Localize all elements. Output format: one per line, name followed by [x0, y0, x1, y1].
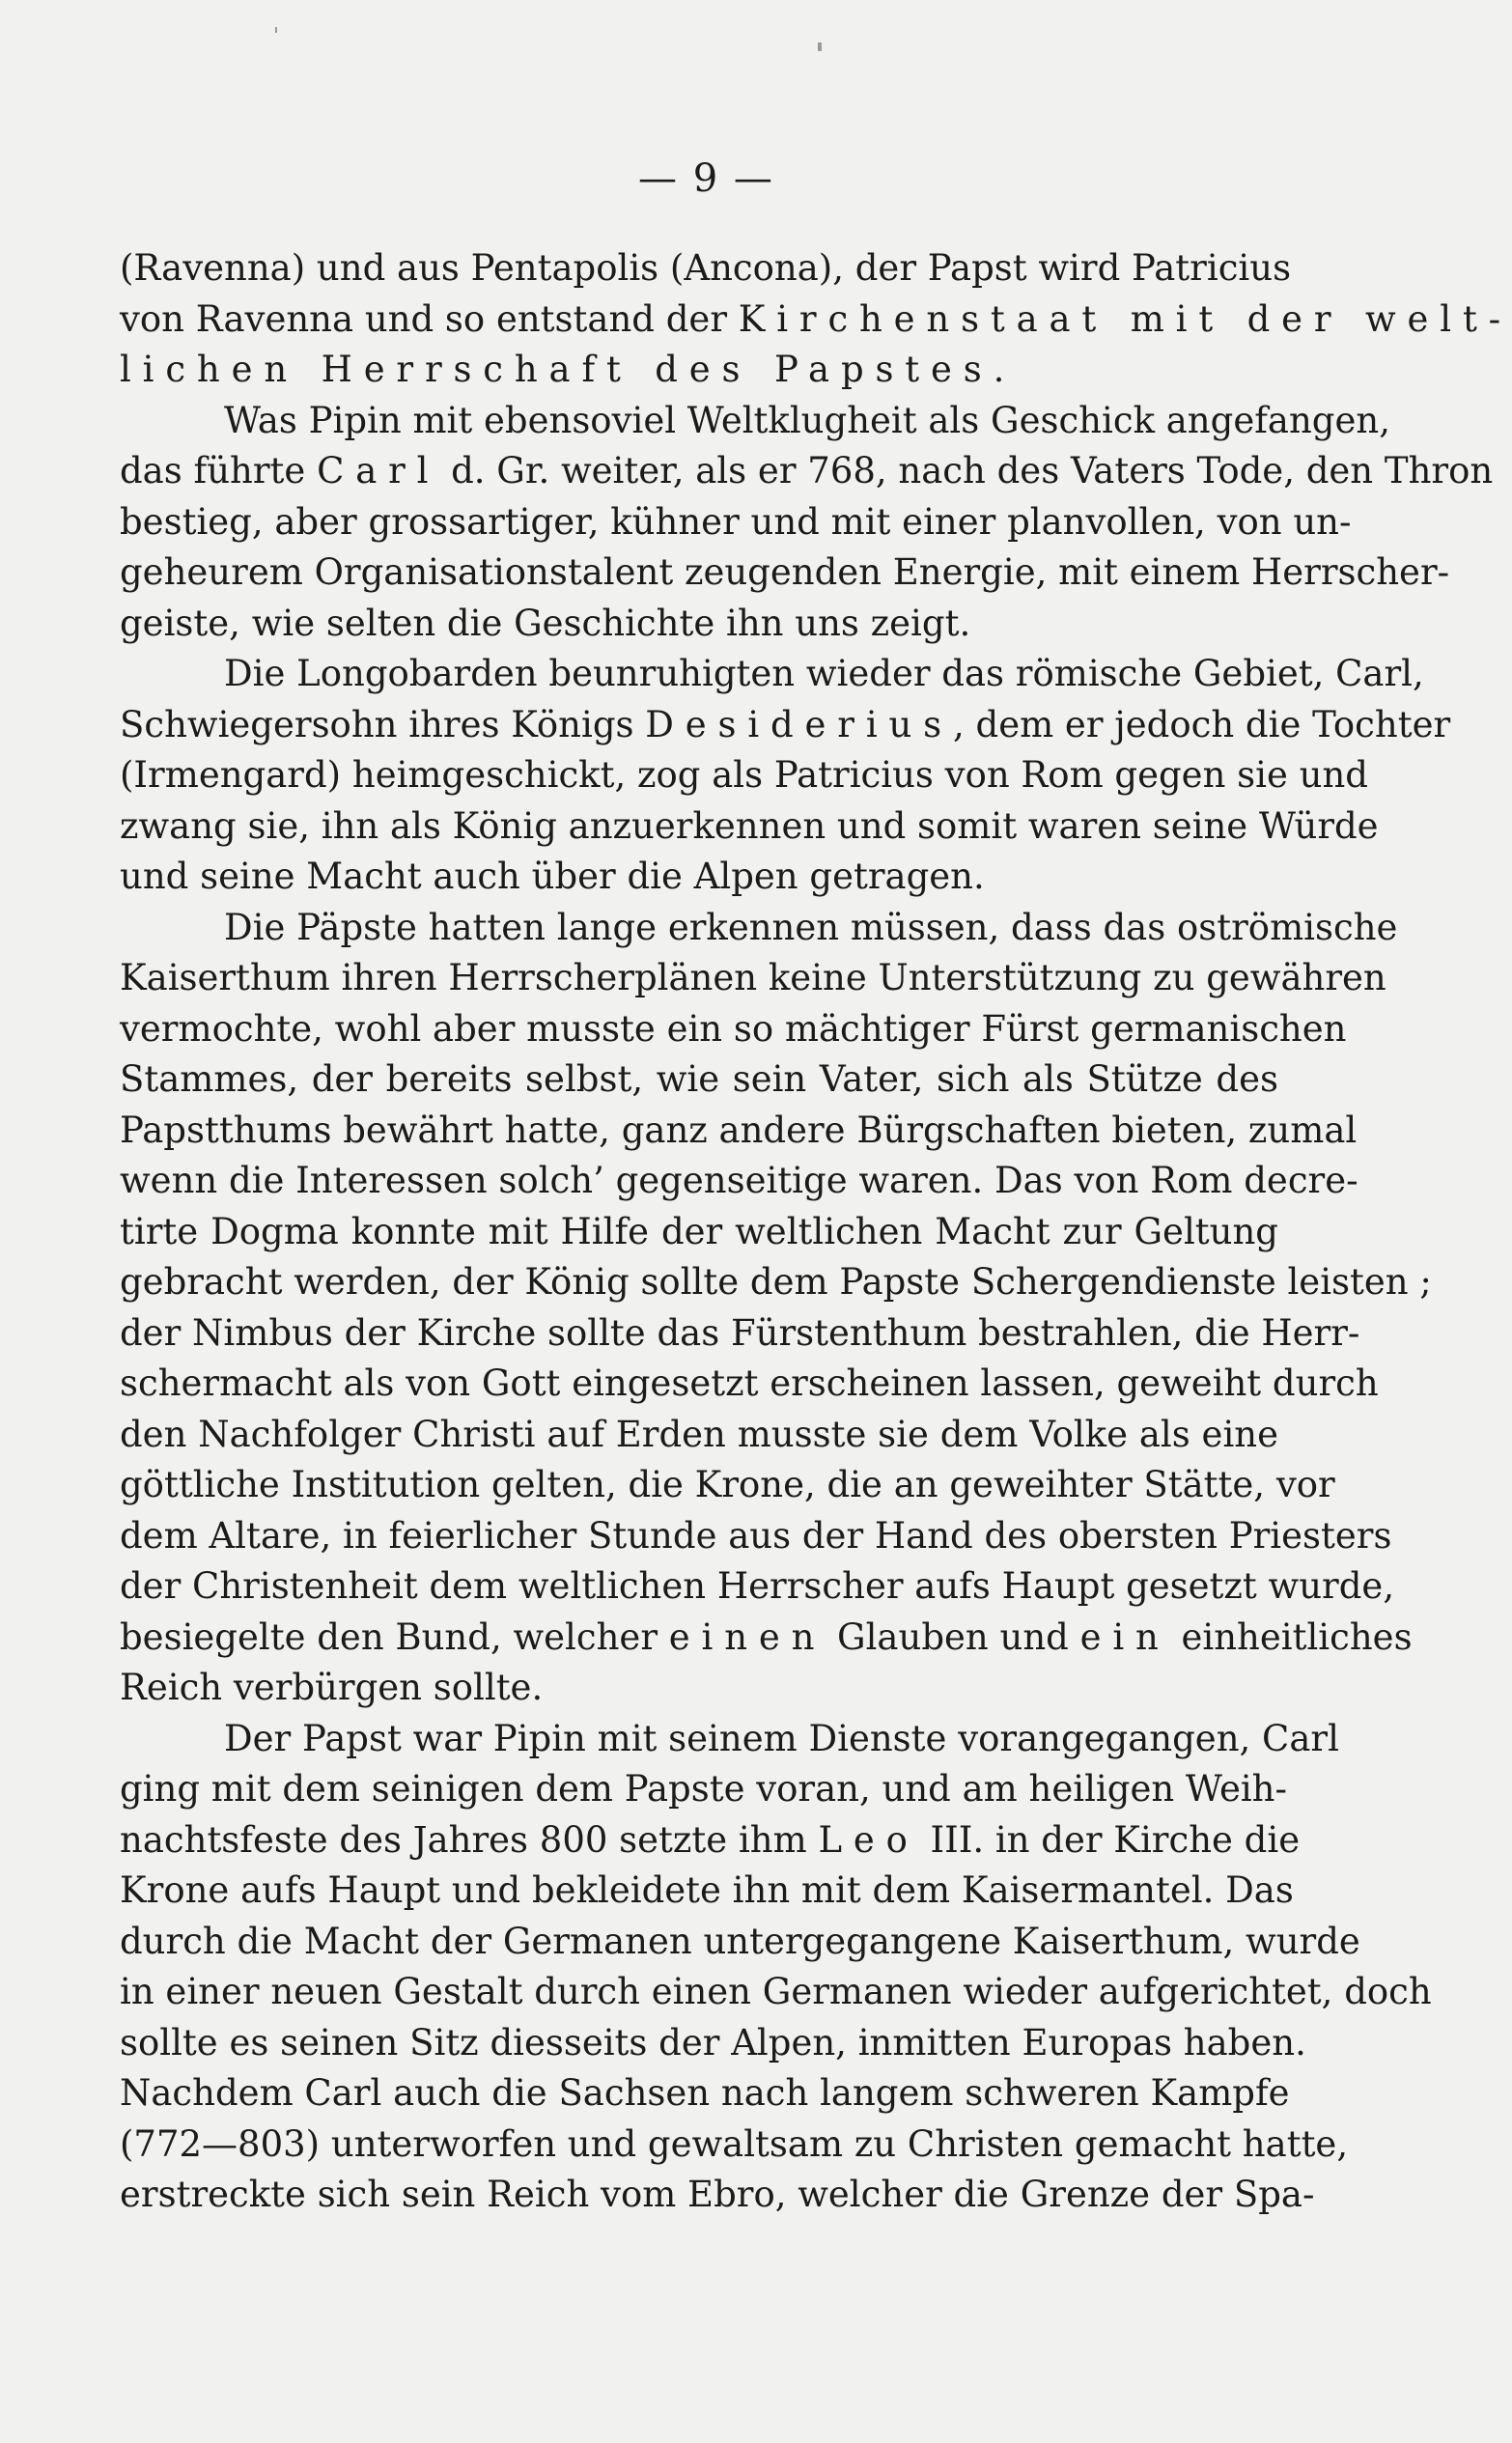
- text-line: (772—803) unterworfen und gewaltsam zu Christen gemacht hatte,: [120, 2122, 1349, 2165]
- text-line: Der Papst war Pipin mit seinem Dienste vorangegangen, Carl: [224, 1717, 1339, 1759]
- text-line: Stammes, der bereits selbst, wie sein Vater, sich als Stütze des: [120, 1058, 1278, 1100]
- text-line: Schwiegersohn ihres Königs Desiderius, dem er jedoch die Tochter: [120, 703, 1451, 745]
- page-number: — 9 —: [638, 156, 774, 201]
- text-line: Was Pipin mit ebensoviel Weltklugheit als Geschick angefangen,: [224, 399, 1390, 441]
- text-line: der Nimbus der Kirche sollte das Fürstenthum bestrahlen, die Herr-: [120, 1311, 1360, 1354]
- emphasized-text: Leo: [818, 1818, 919, 1861]
- text-line: tirte Dogma konnte mit Hilfe der weltlichen Macht zur Geltung: [120, 1210, 1278, 1252]
- text-line: [120, 345, 1278, 396]
- text-line: das führte Carl d. Gr. weiter, als er 768, nach des Vaters Tode, den Thron: [120, 450, 1494, 491]
- text-line: der Christenheit dem weltlichen Herrscher aufs Haupt gesetzt wurde,: [120, 1565, 1395, 1607]
- emphasized-text: Carl: [317, 450, 440, 491]
- text-line: sollte es seinen Sitz diesseits der Alpen, inmitten Europas haben.: [120, 2021, 1306, 2064]
- text-line: wenn die Interessen solch’ gegenseitige waren. Das von Rom decre-: [120, 1160, 1358, 1201]
- text-line: schermacht als von Gott eingesetzt erscheinen lassen, geweiht durch: [120, 1362, 1379, 1404]
- text-line: durch die Macht der Germanen untergegangene Kaiserthum, wurde: [120, 1920, 1360, 1962]
- text-line: (Ravenna) und aus Pentapolis (Ancona), der Papst wird Patricius: [120, 247, 1292, 289]
- text-line: in einer neuen Gestalt durch einen Germanen wieder aufgerichtet, doch: [120, 1971, 1432, 2012]
- text-line: Nachdem Carl auch die Sachsen nach langem schweren Kampfe: [120, 2072, 1290, 2114]
- text-line: Die Longobarden beunruhigten wieder das römische Gebiet, Carl,: [224, 653, 1424, 694]
- text-line: von Ravenna und so entstand der Kirchenstaat mit der welt-: [120, 297, 1512, 340]
- emphasized-text: lichen Herrschaft des Papstes.: [120, 349, 1017, 390]
- text-line: erstreckte sich sein Reich vom Ebro, welcher die Grenze der Spa-: [120, 2174, 1315, 2215]
- text-line: den Nachfolger Christi auf Erden musste sie dem Volke als eine: [120, 1413, 1278, 1455]
- emphasized-text: Kirchenstaat mit der welt-: [738, 297, 1512, 340]
- text-line: zwang sie, ihn als König anzuerkennen und somit waren seine Würde: [120, 804, 1379, 847]
- text-line: vermochte, wohl aber musste ein so mächtiger Fürst germanischen: [120, 1007, 1347, 1050]
- text-line: gebracht werden, der König sollte dem Papste Schergendienste leisten ;: [120, 1261, 1432, 1303]
- text-line: Krone aufs Haupt und bekleidete ihn mit dem Kaisermantel. Das: [120, 1869, 1294, 1911]
- text-line: bestieg, aber grossartiger, kühner und mit einer planvollen, von un-: [120, 500, 1352, 543]
- text-line: (Irmengard) heimgeschickt, zog als Patricius von Rom gegen sie und: [120, 754, 1368, 796]
- text-line: geiste, wie selten die Geschichte ihn uns zeigt.: [120, 602, 971, 644]
- text-line: Papstthums bewährt hatte, ganz andere Bürgschaften bieten, zumal: [120, 1109, 1358, 1151]
- text-line: und seine Macht auch über die Alpen getragen.: [120, 856, 985, 897]
- text-line: Die Päpste hatten lange erkennen müssen, dass das oströmische: [224, 906, 1398, 948]
- emphasized-text: einen: [668, 1615, 826, 1658]
- print-speck: [818, 42, 822, 51]
- text-line: besiegelte den Bund, welcher einen Glauben und ein einheitliches: [120, 1615, 1413, 1658]
- text-line: Reich verbürgen sollte.: [120, 1667, 544, 1708]
- text-line: ging mit dem seinigen dem Papste voran, und am heiligen Weih-: [120, 1768, 1288, 1810]
- body-text: [120, 243, 1512, 2221]
- text-line: Kaiserthum ihren Herrscherplänen keine Unterstützung zu gewähren: [120, 957, 1386, 998]
- emphasized-text: Desiderius: [645, 703, 953, 745]
- emphasized-text: ein: [1079, 1615, 1170, 1658]
- text-line: dem Altare, in feierlicher Stunde aus der Hand des obersten Priesters: [120, 1514, 1392, 1557]
- text-line: geheurem Organisationstalent zeugenden Energie, mit einem Herrscher-: [120, 551, 1450, 593]
- print-speck: [275, 27, 277, 33]
- text-line: göttliche Institution gelten, die Krone, die an geweihter Stätte, vor: [120, 1464, 1335, 1505]
- text-line: nachtsfeste des Jahres 800 setzte ihm Leo III. in der Kirche die: [120, 1818, 1301, 1861]
